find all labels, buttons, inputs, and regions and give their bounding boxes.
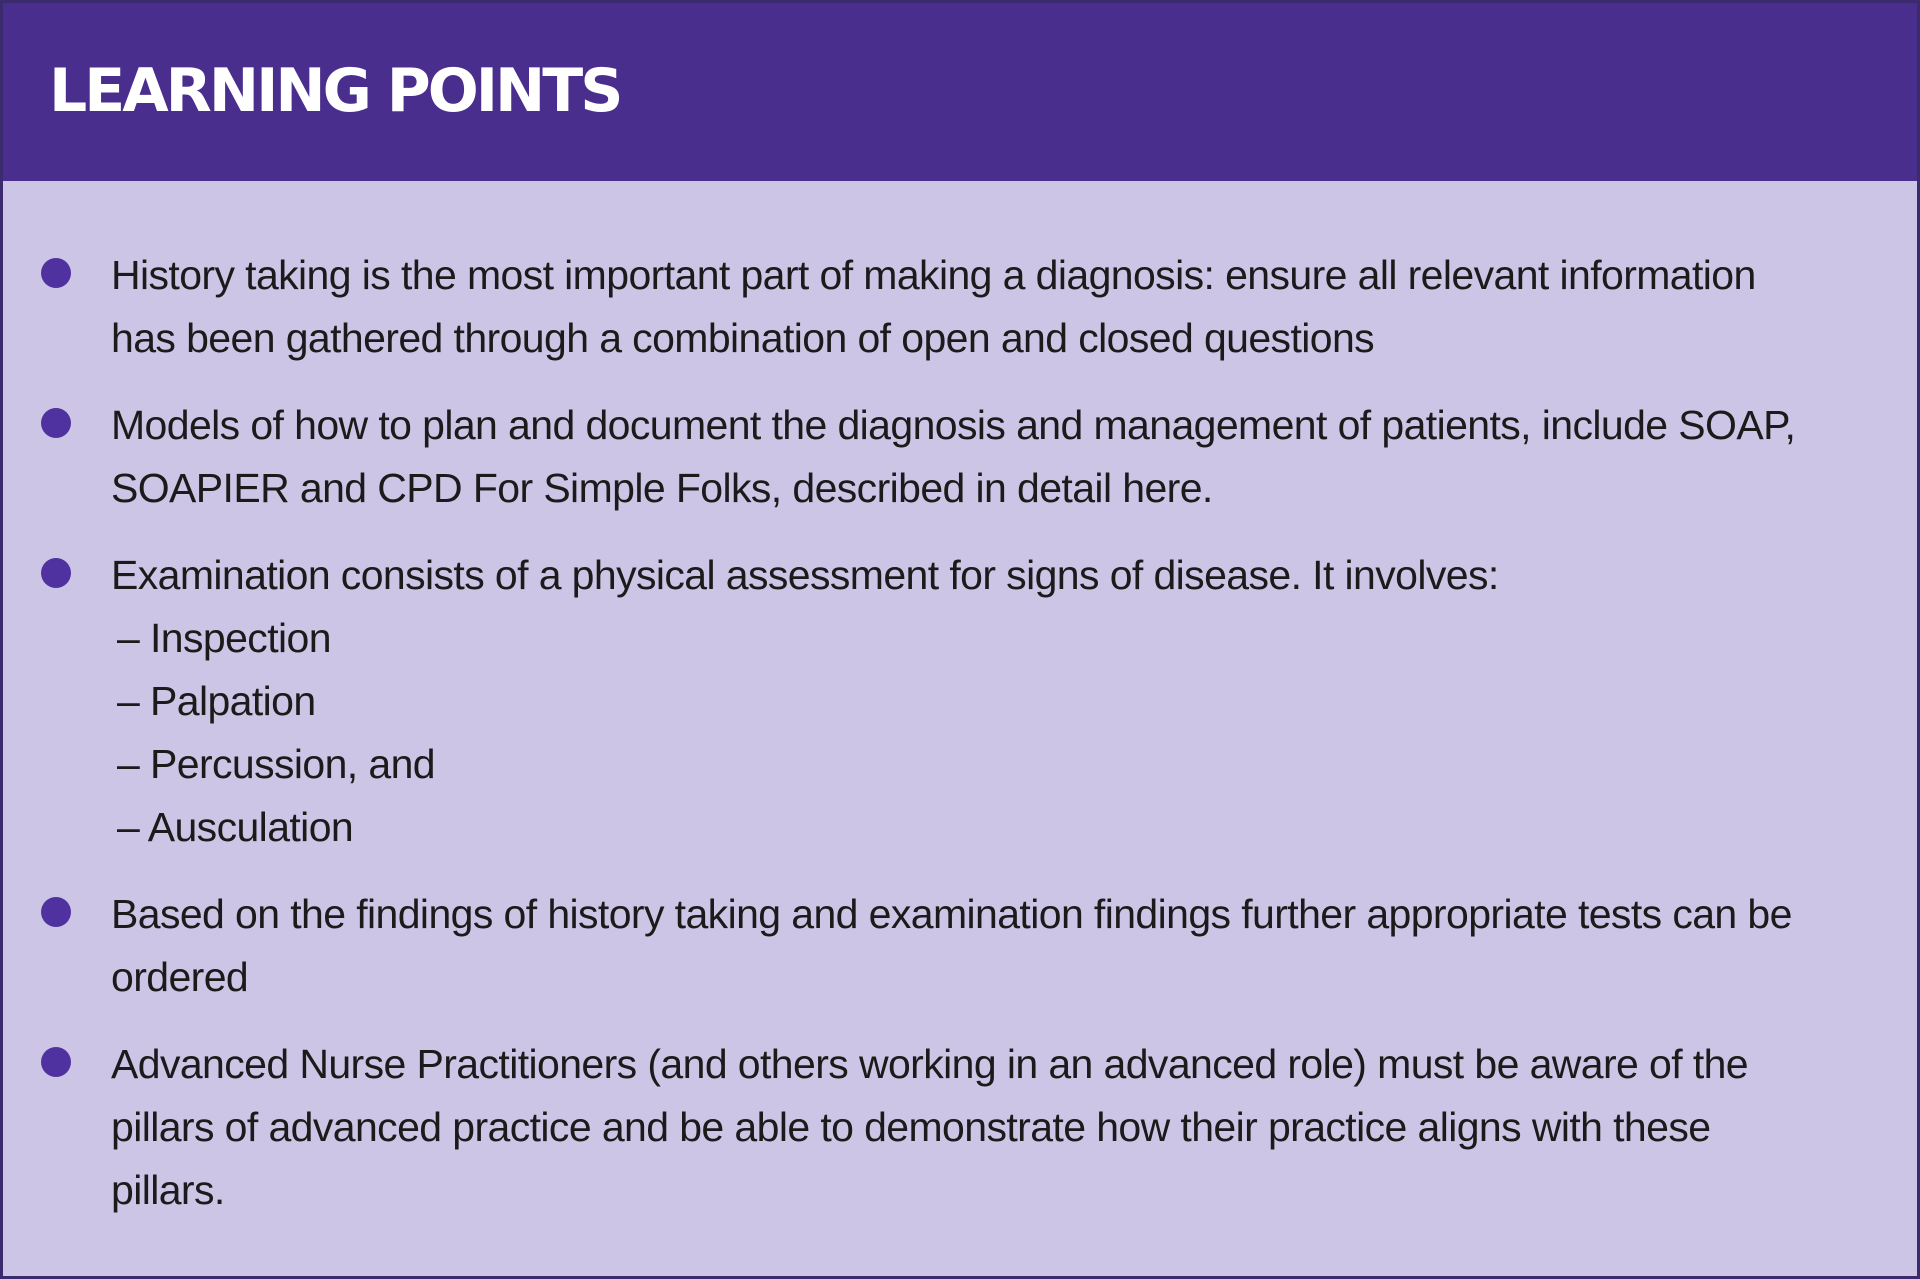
list-item [3, 1033, 1821, 1222]
list-item [3, 394, 1821, 520]
learning-points-list [3, 244, 1917, 1246]
point-text: Based on the findings of history taking and examination findings further appropriate tests can be ordered [111, 891, 1792, 1000]
header-bar [3, 3, 1917, 181]
bullet-icon [41, 897, 71, 927]
list-item [3, 883, 1821, 1009]
point-text: History taking is the most important part of making a diagnosis: ensure all relevant information has been gathered through a combination of open and closed questions [111, 252, 1756, 361]
list-item [3, 244, 1821, 370]
examination-steps [111, 607, 1821, 859]
examination-step-inspection: – Inspection [117, 615, 331, 661]
title: LEARNING POINTS [49, 56, 621, 126]
point-text: Examination consists of a physical assessment for signs of disease. It involves: [111, 552, 1499, 598]
point-text: Advanced Nurse Practitioners (and others working in an advanced role) must be aware of the pillars of advanced practice and be able to demonstrate how their practice aligns with these pillars. [111, 1041, 1749, 1213]
examination-step-palpation: – Palpation [117, 678, 316, 724]
examination-step-auscultation: – Ausculation [117, 804, 354, 850]
bullet-icon [41, 1047, 71, 1077]
bullet-icon [41, 408, 71, 438]
bullet-icon [41, 258, 71, 288]
bullet-icon [41, 558, 71, 588]
examination-step-percussion: – Percussion, and [117, 741, 436, 787]
point-text: Models of how to plan and document the diagnosis and management of patients, include SOAP, SOAPIER and CPD For Simple Folks, described in detail here. [111, 402, 1796, 511]
list-item [3, 544, 1821, 859]
